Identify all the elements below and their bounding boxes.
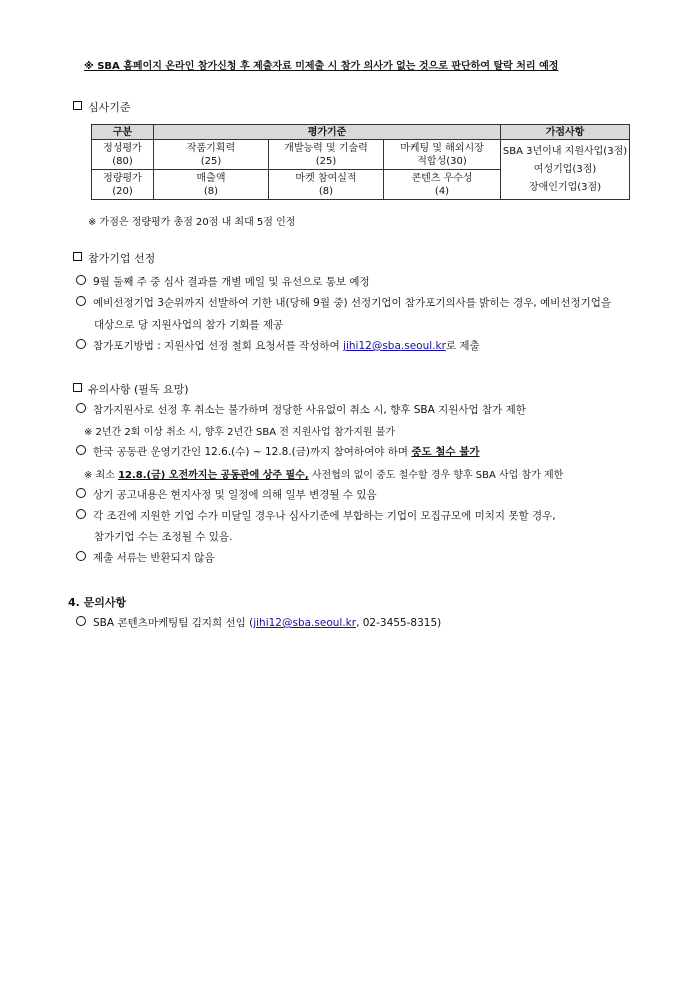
review-heading	[73, 99, 131, 115]
checkbox-square-icon	[73, 252, 82, 261]
caution-note-text: ※ 최소	[84, 470, 119, 481]
caution-note-emphasis: 12.8.(금) 오전까지는 공동관에 상주 필수,	[118, 470, 309, 481]
quant-item-cell	[269, 170, 384, 200]
circle-bullet-icon	[76, 551, 86, 561]
notice-line: ※ SBA 홈페이지 온라인 참가신청 후 제출자료 미제출 시 참가 의사가 없는 것으로 판단하여 탈락 처리 예정	[84, 61, 559, 72]
selection-item-2-cont: 대상으로 당 지원사업의 참가 기회를 제공	[94, 319, 284, 331]
table-header-row	[92, 125, 630, 140]
qual-points: (80)	[112, 155, 133, 167]
qual-label: 정성평가	[103, 142, 142, 154]
caution-item-2-note	[84, 466, 563, 481]
quant-item-points: (8)	[203, 185, 219, 197]
caution-item-text: 한국 공동관 운영기간인 12.6.(수) ~ 12.8.(금)까지 참여하여야 하며	[93, 446, 412, 458]
quant-item-cell	[384, 170, 501, 200]
review-note: ※ 가점은 정량평가 총점 20점 내 최대 5점 인정	[88, 217, 296, 228]
caution-item-5	[76, 550, 215, 565]
checkbox-square-icon	[73, 383, 82, 392]
quant-item-name: 마켓 참여실적	[295, 172, 357, 184]
contact-text: SBA 콘텐츠마케팅팀 김지희 선임 (	[93, 617, 254, 629]
quant-item-points: (8)	[318, 185, 334, 197]
caution-item-text: 참가지원사로 선정 후 취소는 불가하며 정당한 사유없이 취소 시, 향후 SBA 지원사업 참가 제한	[93, 404, 526, 416]
circle-bullet-icon	[76, 509, 86, 519]
bonus-item: 여성기업(3점)	[533, 163, 597, 175]
selection-heading-text: 참가기업 선정	[88, 252, 156, 265]
checkbox-square-icon	[73, 101, 82, 110]
selection-item-text: 9월 둘째 주 중 심사 결과를 개별 메일 및 유선으로 통보 예정	[93, 276, 370, 288]
bonus-item: SBA 3년이내 지원사업(3점)	[502, 145, 628, 157]
quant-label: 정량평가	[103, 172, 142, 184]
caution-item-1-note: ※ 2년간 2회 이상 취소 시, 향후 2년간 SBA 전 지원사업 참가지원 불가	[84, 427, 396, 438]
header-category: 구분	[92, 125, 154, 140]
caution-item-text: 각 조건에 지원한 기업 수가 미달일 경우나 심사기준에 부합하는 기업이 모집규모에 미치지 못할 경우,	[93, 510, 556, 522]
quant-item-name: 매출액	[196, 172, 226, 184]
qualitative-label-cell	[92, 140, 154, 170]
contact-heading: 4. 문의사항	[68, 596, 127, 609]
contact-line	[76, 615, 441, 630]
qual-item-name: 작품기획력	[186, 142, 236, 154]
quant-item-cell	[154, 170, 269, 200]
contact-email-link[interactable]: jihi12@sba.seoul.kr	[253, 617, 357, 629]
selection-item-text: 예비선정기업 3순위까지 선발하여 기한 내(당해 9월 중) 선정기업이 참가포기의사를 밝히는 경우, 예비선정기업을	[93, 297, 612, 309]
quant-item-name: 콘텐츠 우수성	[411, 172, 473, 184]
caution-heading	[73, 381, 189, 397]
circle-bullet-icon	[76, 296, 86, 306]
review-heading-text: 심사기준	[88, 101, 131, 114]
bonus-item: 장애인기업(3점)	[528, 181, 602, 193]
bonus-cell	[501, 140, 630, 200]
contact-text: , 02-3455-8315)	[356, 617, 442, 629]
header-bonus: 가점사항	[501, 125, 630, 140]
circle-bullet-icon	[76, 488, 86, 498]
circle-bullet-icon	[76, 616, 86, 626]
selection-heading	[73, 250, 155, 266]
qual-item-points: 적합성(30)	[417, 155, 467, 167]
quantitative-label-cell	[92, 170, 154, 200]
selection-item-1	[76, 274, 370, 289]
caution-item-text: 제출 서류는 반환되지 않음	[93, 552, 215, 564]
circle-bullet-icon	[76, 339, 86, 349]
selection-item-2	[76, 295, 611, 310]
qual-item-cell	[384, 140, 501, 170]
caution-item-1	[76, 402, 526, 417]
caution-item-2	[76, 444, 480, 459]
email-link[interactable]: jihi12@sba.seoul.kr	[343, 340, 446, 352]
header-criteria: 평가기준	[154, 125, 501, 140]
caution-emphasis: 중도 철수 불가	[411, 446, 480, 458]
caution-item-3	[76, 487, 377, 502]
circle-bullet-icon	[76, 403, 86, 413]
table-row-qualitative	[92, 140, 630, 170]
quant-points: (20)	[112, 185, 133, 197]
circle-bullet-icon	[76, 275, 86, 285]
selection-item-3	[76, 338, 480, 353]
selection-item-text: 참가포기방법 : 지원사업 선정 철회 요청서를 작성하여	[93, 340, 344, 352]
caution-item-4-cont: 참가기업 수는 조정될 수 있음.	[94, 531, 233, 543]
qual-item-cell	[269, 140, 384, 170]
quant-item-points: (4)	[434, 185, 450, 197]
caution-item-4	[76, 508, 556, 523]
qual-item-name: 개발능력 및 기술력	[284, 142, 368, 154]
qual-item-points: (25)	[315, 155, 337, 167]
caution-heading-text: 유의사항 (필독 요망)	[88, 383, 189, 396]
qual-item-cell	[154, 140, 269, 170]
review-criteria-table	[91, 124, 630, 200]
circle-bullet-icon	[76, 445, 86, 455]
qual-item-name: 마케팅 및 해외시장	[400, 142, 484, 154]
qual-item-points: (25)	[200, 155, 222, 167]
selection-item-text: 로 제출	[445, 340, 480, 352]
caution-item-text: 상기 공고내용은 현지사정 및 일정에 의해 일부 변경될 수 있음	[93, 489, 377, 501]
caution-note-text: 사전협의 없이 중도 철수할 경우 향후 SBA 사업 참가 제한	[308, 470, 564, 481]
